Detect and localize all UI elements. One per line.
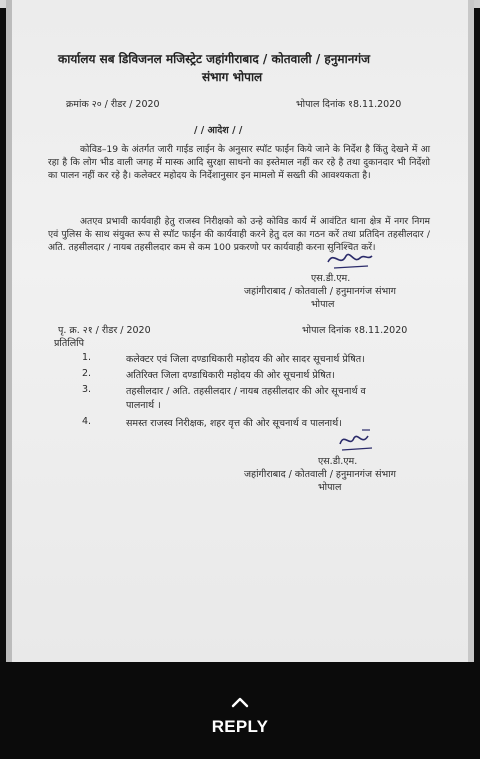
order-date: भोपाल दिनांक १8.11.2020 <box>296 99 402 110</box>
paper-shadow-left <box>6 0 12 662</box>
signatory-title-2: एस.डी.एम. <box>318 456 358 467</box>
reply-bar[interactable] <box>0 662 480 759</box>
signatory-city-1: भोपाल <box>311 299 335 310</box>
paper-shadow-right <box>468 0 474 662</box>
copy-item-num: 1. <box>82 352 92 363</box>
signatory-title-1: एस.डी.एम. <box>311 273 351 284</box>
copy-item-text: कलेक्टर एवं जिला दण्डाधिकारी महोदय की ओर सादर सूचनार्थ प्रेषित। <box>126 354 365 365</box>
copy-to-label: प्रतिलिपि <box>54 338 85 349</box>
signatory-office-2: जहांगीराबाद / कोतवाली / हनुमानगंज संभाग <box>244 469 396 480</box>
signatory-city-2: भोपाल <box>318 482 342 493</box>
reply-button[interactable]: REPLY <box>211 717 269 736</box>
signature-2 <box>334 426 378 454</box>
copy-item-text: अतिरिक्त जिला दण्डाधिकारी महोदय की ओर सूचनार्थ प्रेषित। <box>126 370 335 381</box>
order-paragraph-1: कोविड–19 के अंतर्गत जारी गाईड लाईन के अनुसार स्पॉट फाईन किये जाने के निर्देश है किंतु देखने में आ रहा है कि लोग भीड वाली जगह में मास्क आदि सुरक्षा साधनो का इस्तेमाल नहीं कर रहे है तथा दुकानदार भी निर्देशो का पालन नहीं कर रहे है। कलेक्टर महोदय के निर्देशानुसार इन मामलो में सख्ती की आवश्यकता है। <box>48 144 430 181</box>
chevron-up-icon[interactable] <box>231 696 249 708</box>
order-title: / / आदेश / / <box>194 125 243 136</box>
copy-item-text: समस्त राजस्व निरीक्षक, शहर वृत्त की ओर सूचनार्थ व पालनार्थ। <box>126 418 342 429</box>
order-number: क्रमांक २० / रीडर / 2020 <box>66 99 160 110</box>
copy-item-text-cont: पालनार्थ । <box>126 400 161 411</box>
copy-item-num: 4. <box>82 416 92 427</box>
signature-1 <box>324 246 376 272</box>
endorsement-date: भोपाल दिनांक १8.11.2020 <box>302 325 408 336</box>
copy-item-num: 2. <box>82 368 92 379</box>
copy-item-text: तहसीलदार / अति. तहसीलदार / नायब तहसीलदार की ओर सूचनार्थ व <box>126 386 366 397</box>
office-header-line2: संभाग भोपाल <box>202 70 263 84</box>
order-paragraph-2: अतएव प्रभावी कार्यवाही हेतु राजस्व निरीक्षको को उन्हे कोविड कार्य में आवंटित थाना क्षेत्र में नगर निगम एवं पुलिस के साथ संयुक्त रूप से स्पॉट फाईन की कार्यवाही करने हेतु दल का गठन करें तथा प्रतिदिन तहसीलदार / अति. तहसीलदार / नायब तहसीलदार कम से कम 100 प्रकरणो पर कार्यवाही करना सुनिश्चित करें। <box>48 216 430 253</box>
signatory-office-1: जहांगीराबाद / कोतवाली / हनुमानगंज संभाग <box>244 286 396 297</box>
endorsement-number: पृ. क्र. २१ / रीडर / 2020 <box>58 325 151 336</box>
copy-item-num: 3. <box>82 384 92 395</box>
document-page <box>6 0 474 662</box>
office-header-line1: कार्यालय सब डिविजनल मजिस्ट्रेट जहांगीराबाद / कोतवाली / हनुमानगंज <box>58 52 371 66</box>
